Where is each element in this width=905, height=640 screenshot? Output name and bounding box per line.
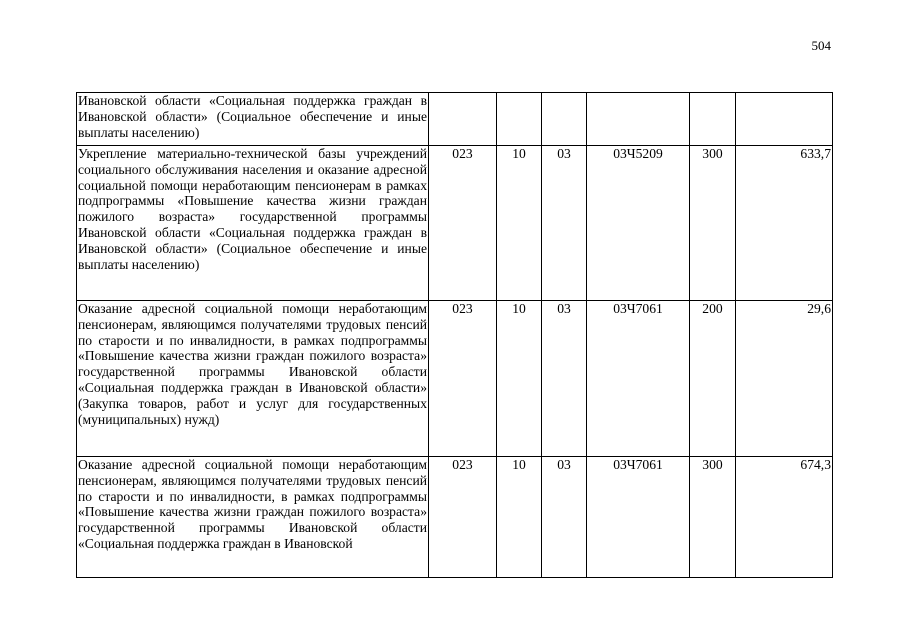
description-cell: Ивановской области «Социальная поддержка граждан в Ивановской области» (Социальное обеспечение и иные выплаты населению)	[77, 93, 429, 146]
target-item-cell: 03Ч7061	[587, 301, 690, 457]
ministry-code-cell: 023	[429, 146, 497, 301]
description-cell: Укрепление материально-технической базы учреждений социального обслуживания населения и оказание адресной социальной помощи неработающим пенсионерам в рамках подпрограммы «Повышение качества жизни граждан пожилого возраста» государственной программы Ивановской области «Социальная поддержка граждан в Ивановской области» (Социальное обеспечение и иные выплаты населению)	[77, 146, 429, 301]
expense-type-cell: 300	[690, 457, 736, 578]
section-code-cell	[497, 93, 542, 146]
subsection-code-cell: 03	[542, 146, 587, 301]
expense-type-cell: 300	[690, 146, 736, 301]
amount-cell: 633,7	[736, 146, 833, 301]
ministry-code-cell	[429, 93, 497, 146]
target-item-cell: 03Ч5209	[587, 146, 690, 301]
expense-type-cell	[690, 93, 736, 146]
amount-cell: 674,3	[736, 457, 833, 578]
description-cell: Оказание адресной социальной помощи неработающим пенсионерам, являющимся получателями трудовых пенсий по старости и по инвалидности, в рамках подпрограммы «Повышение качества жизни граждан пожилого возраста» государственной программы Ивановской области «Социальная поддержка граждан в Ивановской области» (Закупка товаров, работ и услуг для государственных (муниципальных) нужд)	[77, 301, 429, 457]
ministry-code-cell: 023	[429, 457, 497, 578]
table-row	[77, 457, 833, 578]
subsection-code-cell: 03	[542, 457, 587, 578]
subsection-code-cell	[542, 93, 587, 146]
budget-table	[76, 92, 833, 578]
section-code-cell: 10	[497, 146, 542, 301]
ministry-code-cell: 023	[429, 301, 497, 457]
table-row	[77, 301, 833, 457]
subsection-code-cell: 03	[542, 301, 587, 457]
expense-type-cell: 200	[690, 301, 736, 457]
section-code-cell: 10	[497, 457, 542, 578]
table-row	[77, 146, 833, 301]
target-item-cell	[587, 93, 690, 146]
table-row	[77, 93, 833, 146]
amount-cell	[736, 93, 833, 146]
section-code-cell: 10	[497, 301, 542, 457]
description-cell: Оказание адресной социальной помощи неработающим пенсионерам, являющимся получателями трудовых пенсий по старости и по инвалидности, в рамках подпрограммы «Повышение качества жизни граждан пожилого возраста» государственной программы Ивановской области «Социальная поддержка граждан в Ивановской	[77, 457, 429, 578]
target-item-cell: 03Ч7061	[587, 457, 690, 578]
page-number: 504	[811, 38, 831, 53]
amount-cell: 29,6	[736, 301, 833, 457]
